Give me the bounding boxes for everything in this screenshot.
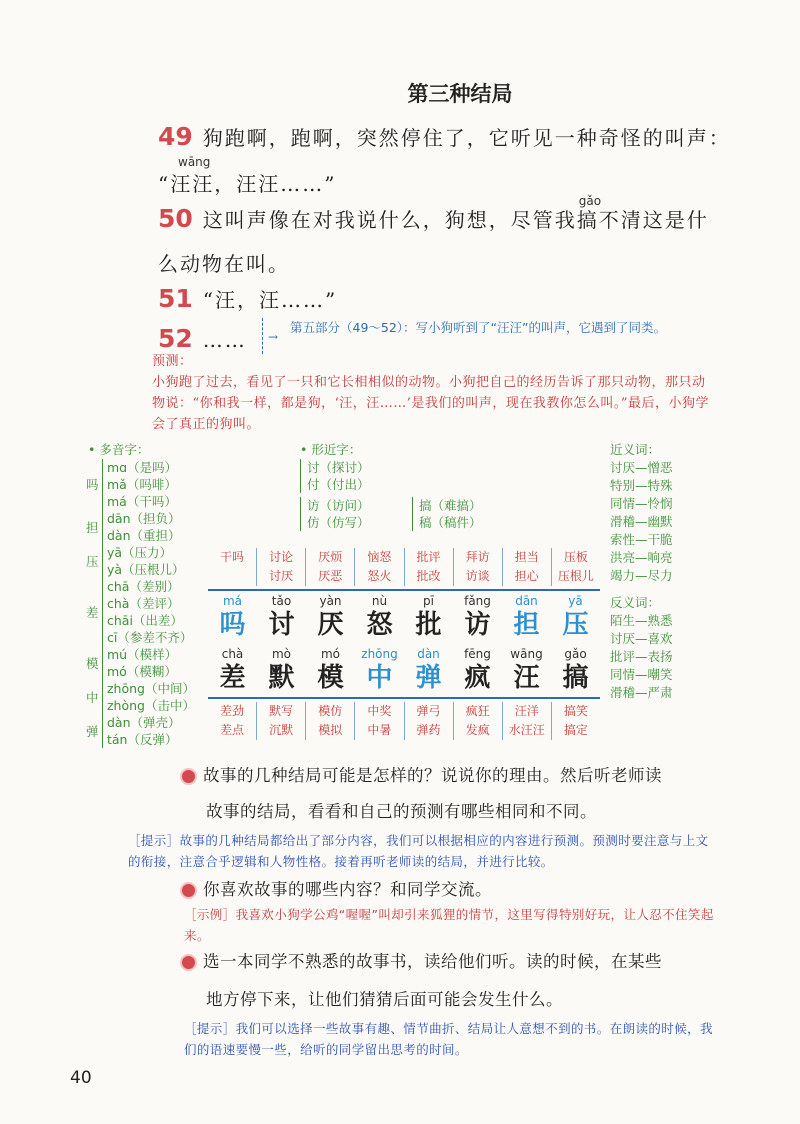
char-row-1 — [208, 594, 600, 641]
char-pinyin: gǎo — [564, 647, 587, 661]
word-cell: 批改 — [405, 567, 454, 586]
char-glyph: 搞 — [562, 663, 589, 693]
word-row-top-2 — [208, 567, 600, 586]
char-pinyin: zhōng — [361, 647, 398, 661]
polyphone-list — [86, 459, 210, 748]
char-glyph: 汪 — [513, 663, 540, 693]
antonym-list — [610, 594, 673, 702]
word-cell: 差劲 — [208, 702, 257, 721]
paragraph-number: 50 — [158, 204, 193, 233]
char-pinyin: nù — [371, 594, 388, 608]
polyphone-readings — [102, 459, 177, 510]
paragraph-number: 51 — [158, 284, 193, 313]
char-cell — [551, 594, 600, 641]
question-1-line2: 故事的结局，看看和自己的预测有哪些相同和不同。 — [206, 802, 597, 821]
word-cell: 弹药 — [405, 721, 454, 740]
word-cell: 厌烦 — [306, 548, 355, 567]
char-cell — [208, 594, 257, 641]
polyphone-char: 担 — [86, 519, 99, 535]
polyphone-reading: dàn（弹壳） — [107, 715, 181, 730]
question-3-line1: 选一本同学不熟悉的故事书，读给他们听。读的时候，在某些 — [203, 952, 662, 971]
polyphone-label-text: 多音字： — [99, 442, 150, 457]
char-cell — [257, 594, 306, 641]
polyphone-readings — [102, 714, 181, 748]
polyphone-reading: mǎ（吗啡） — [107, 477, 177, 492]
polyphone-group — [86, 714, 210, 748]
example-text: 我喜欢小狗学公鸡“喔喔”叫却引来狐狸的情节，这里写得特别好玩，让人忍不住笑起来。 — [184, 907, 714, 943]
polyphone-readings — [102, 510, 181, 544]
hint-text: 故事的几种结局都给出了部分内容，我们可以根据相应的内容进行预测。预测时要注意与上文的衔接，注意合乎逻辑和人物性格。接着再听老师读的结局，并进行比较。 — [128, 833, 709, 869]
word-row-bottom-1 — [208, 702, 600, 721]
synonym-item: 滑稽—幽默 — [610, 514, 673, 529]
word-cell: 担心 — [503, 567, 552, 586]
char-glyph: 怒 — [366, 610, 393, 640]
question-3-line2: 地方停下来，让他们猜猜后面可能会发生什么。 — [206, 990, 563, 1009]
polyphone-reading: yā（压力） — [107, 545, 173, 560]
char-pinyin: yā — [568, 594, 583, 608]
word-cell: 拜访 — [454, 548, 503, 567]
similar-label-text: 形近字： — [311, 442, 362, 457]
word-cell: 讨厌 — [257, 567, 306, 586]
word-cell: 压根儿 — [557, 569, 594, 583]
similar-item: 付（付出） — [307, 477, 370, 492]
polyphone-readings — [102, 680, 195, 714]
polyphone-reading: dàn（重担） — [107, 528, 181, 543]
similar-label: • 形近字： — [300, 442, 362, 457]
paragraph-52 — [158, 324, 247, 353]
polyphone-char: 弹 — [86, 723, 99, 739]
word-cell: 水汪汪 — [503, 721, 552, 740]
similar-item: 搞（难搞） — [419, 498, 482, 513]
word-cell: 怒火 — [355, 567, 404, 586]
question-3 — [180, 946, 740, 978]
similar-item: 访（访问） — [307, 498, 370, 513]
bullet-icon — [180, 954, 197, 971]
word-cell: 模仿 — [306, 702, 355, 721]
arrow-icon: → — [268, 330, 279, 344]
char-pinyin: mò — [271, 647, 292, 661]
char-pinyin: tǎo — [271, 594, 292, 608]
synonym-item: 洪亮—响亮 — [610, 550, 673, 565]
antonym-item: 同情—嘲笑 — [610, 667, 673, 682]
char-cell — [355, 594, 404, 641]
polyphone-char: 中 — [86, 689, 99, 705]
antonym-item: 陌生—熟悉 — [610, 613, 673, 628]
word-cell: 默写 — [257, 702, 306, 721]
question-2 — [180, 874, 492, 906]
hint-1 — [128, 830, 718, 872]
similar-item: 仿（仿写） — [307, 515, 370, 530]
synonym-item: 讨厌—憎恶 — [610, 460, 673, 475]
divider — [208, 697, 600, 699]
page-title: 第三种结局 — [407, 82, 513, 106]
polyphone-reading: cī（参差不齐） — [107, 630, 193, 645]
polyphone-reading: dān（担负） — [107, 511, 181, 526]
polyphone-readings — [102, 544, 185, 578]
char-cell — [208, 647, 257, 694]
paragraph-text: 这叫声像在对我说什么，狗想，尽管我 — [202, 208, 577, 232]
polyphone-label: • 多音字： — [88, 442, 150, 457]
polyphone-reading: chà（差评） — [107, 596, 180, 611]
similar-group-1 — [300, 459, 370, 493]
char-glyph: 厌 — [317, 610, 344, 640]
polyphone-group — [86, 646, 210, 680]
char-cell — [404, 647, 453, 694]
question-1-line1: 故事的几种结局可能是怎样的？说说你的理由。然后听老师读 — [203, 766, 662, 785]
char-cell — [355, 647, 404, 694]
word-cell: 中奖 — [355, 702, 404, 721]
char-cell — [453, 594, 502, 641]
polyphone-group — [86, 459, 210, 510]
char-pinyin: wāng — [510, 647, 543, 661]
polyphone-readings — [102, 578, 192, 646]
char-glyph: 中 — [366, 663, 393, 693]
polyphone-reading: mó（模糊） — [107, 664, 177, 679]
paragraph-number: 49 — [158, 122, 193, 151]
paragraph-49-line2: “汪汪，汪汪……” — [158, 172, 337, 196]
polyphone-group — [86, 680, 210, 714]
polyphone-reading: zhōng（中间） — [107, 681, 195, 696]
char-cell — [306, 647, 355, 694]
prediction-label: 预测： — [152, 354, 193, 369]
word-cell: 差点 — [208, 721, 257, 740]
char-cell — [453, 647, 502, 694]
polyphone-reading: chāi（出差） — [107, 613, 183, 628]
word-cell: 担当 — [503, 548, 552, 567]
antonym-items — [610, 612, 673, 702]
char-glyph: 压 — [562, 610, 589, 640]
char-pinyin: dān — [515, 594, 538, 608]
polyphone-reading: mú（模样） — [107, 647, 178, 662]
section-note: 第五部分（49～52）：写小狗听到了“汪汪”的叫声，它遇到了同类。 — [290, 320, 667, 335]
polyphone-reading: yà（压根儿） — [107, 562, 185, 577]
question-2-text: 你喜欢故事的哪些内容？和同学交流。 — [203, 880, 492, 899]
char-row-2 — [208, 647, 600, 694]
example-label: ［示例］ — [184, 907, 236, 922]
char-pinyin: fēng — [464, 647, 491, 661]
char-glyph: 讨 — [268, 610, 295, 640]
paragraph-text: …… — [202, 328, 247, 352]
synonym-items — [610, 459, 673, 585]
example — [184, 904, 714, 946]
synonym-item: 同情—怜悯 — [610, 496, 673, 511]
char-glyph: 批 — [415, 610, 442, 640]
char-cell — [404, 594, 453, 641]
word-cell: 讨论 — [257, 548, 306, 567]
hint-label: ［提示］ — [128, 833, 180, 848]
similar-group-2 — [300, 497, 370, 531]
word-cell: 中暑 — [355, 721, 404, 740]
antonym-item: 批评—表扬 — [610, 649, 673, 664]
word-cell: 压板 — [563, 550, 588, 564]
paragraph-text: “汪，汪……” — [202, 288, 338, 312]
paragraph-text: 狗跑啊，跑啊，突然停住了，它听见一种奇怪的叫声： — [202, 126, 731, 150]
polyphone-reading: mɑ（是吗） — [107, 460, 178, 475]
word-row-bottom-2 — [208, 721, 600, 740]
word-cell: 恼怒 — [355, 548, 404, 567]
polyphone-char: 吗 — [86, 477, 99, 492]
char-cell — [502, 647, 551, 694]
char-glyph: 访 — [464, 610, 491, 640]
char-glyph: 疯 — [464, 663, 491, 693]
annotated-char — [576, 194, 602, 232]
word-cell — [208, 567, 257, 586]
char-glyph: 模 — [317, 663, 344, 693]
hint-text: 我们可以选择一些故事有趣、情节曲折、结局让人意想不到的书。在朗读的时候，我们的语速要慢一些，给听的同学留出思考的时间。 — [184, 1021, 713, 1057]
synonym-item: 竭力—尽力 — [610, 568, 673, 583]
char-pinyin: yàn — [319, 594, 342, 608]
word-cell: 搞笑 — [563, 704, 588, 718]
char-glyph: 弹 — [415, 663, 442, 693]
paragraph-51 — [158, 284, 337, 313]
word-cell: 汪洋 — [503, 702, 552, 721]
paragraph-50-line2: 么动物在叫。 — [158, 252, 290, 276]
polyphone-group — [86, 578, 210, 646]
bullet-icon — [180, 768, 197, 785]
annotated-char-text: 搞 — [576, 208, 599, 232]
word-row-top-1 — [208, 548, 600, 567]
word-cell: 沉默 — [257, 721, 306, 740]
word-cell: 搞定 — [563, 723, 588, 737]
polyphone-group — [86, 510, 210, 544]
char-glyph: 担 — [513, 610, 540, 640]
char-pinyin: mó — [320, 647, 341, 661]
prediction-text: 小狗跑了过去，看见了一只和它长相相似的动物。小狗把自己的经历告诉了那只动物，那只动物说：“你和我一样，都是狗，‘汪，汪……’是我们的叫声，现在我教你怎么叫。”最后，小狗学会了真正的狗叫。 — [152, 375, 710, 432]
bullet-icon — [180, 882, 197, 899]
char-cell — [306, 594, 355, 641]
paragraph-49 — [158, 122, 758, 151]
polyphone-char: 差 — [86, 604, 99, 620]
divider — [208, 589, 600, 591]
char-pinyin: fǎng — [464, 594, 491, 608]
synonym-item: 索性—干脆 — [610, 532, 673, 547]
word-cell: 访谈 — [454, 567, 503, 586]
polyphone-char: 模 — [86, 655, 99, 671]
word-cell: 批评 — [405, 548, 454, 567]
char-glyph: 默 — [268, 663, 295, 693]
similar-item: 稿（稿件） — [419, 515, 482, 530]
paragraph-text-tail: 不清这是什 — [598, 208, 709, 232]
page-number: 40 — [70, 1068, 92, 1088]
char-glyph: 差 — [219, 663, 246, 693]
synonym-list — [610, 441, 673, 585]
synonym-item: 特别—特殊 — [610, 478, 673, 493]
char-glyph: 吗 — [219, 610, 246, 640]
synonym-label: 近义词： — [610, 442, 661, 457]
antonym-item: 讨厌—喜欢 — [610, 631, 673, 646]
char-pinyin: dàn — [417, 647, 440, 661]
polyphone-reading: zhòng（击中） — [107, 698, 195, 713]
char-pinyin: chà — [221, 647, 244, 661]
word-cell: 发疯 — [454, 721, 503, 740]
char-cell — [502, 594, 551, 641]
vocabulary-table — [208, 548, 600, 740]
paragraph-number: 52 — [158, 324, 193, 353]
similar-item: 讨（探讨） — [307, 460, 370, 475]
similar-group-3 — [412, 497, 482, 531]
polyphone-readings — [102, 646, 177, 680]
hint-label: ［提示］ — [184, 1021, 236, 1036]
char-pinyin: pī — [423, 594, 434, 608]
question-1 — [180, 760, 740, 792]
polyphone-reading: tán（反弹） — [107, 732, 178, 747]
word-cell: 模拟 — [306, 721, 355, 740]
polyphone-reading: chā（差别） — [107, 579, 180, 594]
word-cell: 弹弓 — [405, 702, 454, 721]
char-cell — [257, 647, 306, 694]
word-cell: 疯狂 — [454, 702, 503, 721]
word-cell: 厌恶 — [306, 567, 355, 586]
hint-2 — [184, 1018, 714, 1060]
polyphone-char: 压 — [86, 553, 99, 569]
antonym-item: 滑稽—严肃 — [610, 685, 673, 700]
pinyin-annotation: gǎo — [578, 194, 602, 208]
char-cell — [551, 647, 600, 694]
polyphone-reading: má（干吗） — [107, 494, 177, 509]
word-cell: 干吗 — [208, 548, 257, 567]
polyphone-group — [86, 544, 210, 578]
antonym-label: 反义词： — [610, 595, 661, 610]
paragraph-50 — [158, 194, 778, 233]
pinyin-annotation: wāng — [178, 155, 211, 169]
char-pinyin: má — [222, 594, 243, 608]
